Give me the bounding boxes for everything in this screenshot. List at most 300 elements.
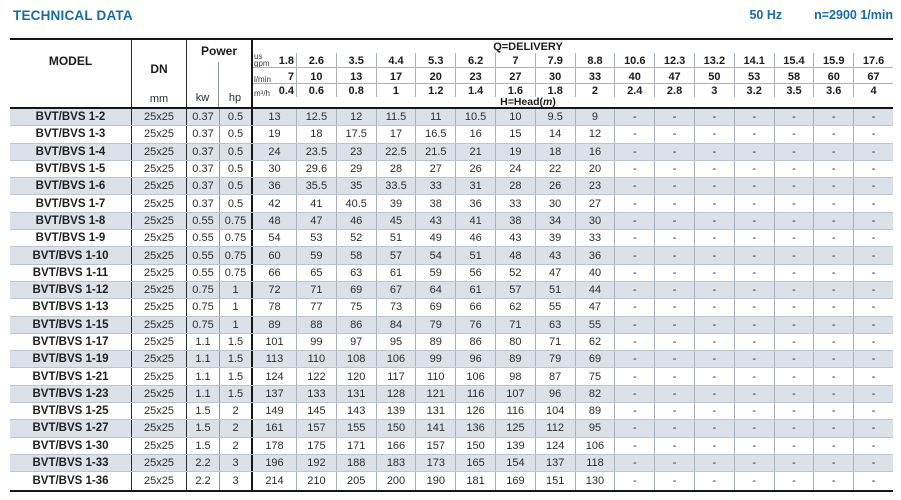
- head-value-cell: -: [853, 178, 893, 194]
- head-value-cell: -: [654, 178, 694, 194]
- model-cell: BVT/BVS 1-27: [10, 420, 132, 436]
- head-value-cell: 101: [265, 336, 284, 348]
- head-value-cell: -: [614, 317, 654, 333]
- head-value-cell: 45: [376, 213, 416, 229]
- head-value-cell: 60: [268, 249, 281, 262]
- head-value-cell: -: [853, 317, 893, 333]
- head-value-cell: -: [774, 317, 814, 333]
- head-value-cell: 96: [535, 386, 575, 402]
- flow-value: 7.9: [535, 53, 575, 67]
- head-value-cell: -: [614, 282, 654, 298]
- head-value-cell: 96: [455, 351, 495, 367]
- head-value-cell: -: [813, 213, 853, 229]
- hp-cell: 1.5: [220, 334, 253, 350]
- head-value-cell: -: [734, 144, 774, 160]
- head-value-cell: 36: [575, 247, 615, 263]
- head-value-cell: 139: [376, 403, 416, 419]
- head-value-cell: 97: [336, 334, 376, 350]
- head-value-cell: -: [654, 265, 694, 281]
- head-value-cell: 9: [575, 109, 615, 125]
- hp-cell: 1: [220, 282, 253, 298]
- head-value-cell: 122: [296, 368, 336, 384]
- head-value-cell: -: [813, 455, 853, 471]
- head-value-cell: 175: [296, 438, 336, 454]
- head-value-cell: 157: [296, 420, 336, 436]
- dn-cell: 25x25: [132, 109, 187, 125]
- head-value-cell: 19: [268, 128, 281, 141]
- head-value-cell: 124: [535, 438, 575, 454]
- head-value-cell: -: [853, 230, 893, 246]
- head-value-cell: 169: [495, 472, 535, 489]
- head-value-cell: -: [774, 455, 814, 471]
- head-value-cell: 161: [265, 422, 284, 435]
- head-value-cell: -: [734, 386, 774, 402]
- power-unit-row: [187, 62, 251, 107]
- head-value-cell: -: [813, 282, 853, 298]
- kw-cell: 1.5: [187, 403, 220, 419]
- head-value-cell: -: [654, 282, 694, 298]
- head-value-cell: -: [654, 230, 694, 246]
- table-row: [10, 368, 893, 385]
- dn-cell: 25x25: [132, 213, 187, 229]
- head-value-cell: 36: [455, 195, 495, 211]
- model-cell: BVT/BVS 1-2: [10, 109, 132, 125]
- table-row: [10, 299, 893, 316]
- head-value-cell: 66: [455, 299, 495, 315]
- head-value-cell: 181: [455, 472, 495, 489]
- hp-cell: 1: [220, 299, 253, 315]
- head-value-cell: 145: [296, 403, 336, 419]
- head-value-cell: 20: [575, 161, 615, 177]
- flow-value: 0.8: [336, 84, 376, 97]
- head-value-cell: 66: [268, 266, 281, 279]
- head-value-cell: -: [654, 299, 694, 315]
- head-value-cell: -: [694, 403, 734, 419]
- head-value-cell: -: [614, 455, 654, 471]
- head-value-cell: -: [614, 403, 654, 419]
- hp-cell: 2: [220, 420, 253, 436]
- delivery-header-label: Q=DELIVERY: [493, 41, 563, 53]
- head-value-cell: 33.5: [376, 178, 416, 194]
- dn-cell: 25x25: [132, 265, 187, 281]
- dn-cell: 25x25: [132, 438, 187, 454]
- head-value-cell: 44: [575, 282, 615, 298]
- head-value-cell: -: [774, 247, 814, 263]
- head-value-cell: -: [774, 472, 814, 489]
- head-value-cell: -: [614, 161, 654, 177]
- head-value-cell: 131: [415, 403, 455, 419]
- head-value-cell: 22: [535, 161, 575, 177]
- dn-cell: 25x25: [132, 126, 187, 142]
- head-value-cell: 21.5: [415, 144, 455, 160]
- head-value-cell: 165: [455, 455, 495, 471]
- head-value-cell: -: [853, 109, 893, 125]
- head-value-cell: 15: [495, 126, 535, 142]
- dn-cell: 25x25: [132, 420, 187, 436]
- head-value-cell: -: [853, 282, 893, 298]
- head-value-cell: -: [614, 195, 654, 211]
- model-cell: BVT/BVS 1-10: [10, 247, 132, 263]
- head-value-cell: -: [694, 438, 734, 454]
- hp-cell: 1: [220, 317, 253, 333]
- head-value-cell: 137: [535, 455, 575, 471]
- kw-cell: 0.55: [187, 230, 220, 246]
- flow-value: 4: [853, 84, 893, 97]
- head-value-cell: 86: [455, 334, 495, 350]
- head-value-cell: -: [734, 195, 774, 211]
- flow-value: 0.4: [278, 85, 294, 97]
- head-value-cell: 76: [455, 317, 495, 333]
- flow-value: 30: [535, 68, 575, 83]
- head-value-cell: -: [734, 247, 774, 263]
- flow-value: 58: [774, 68, 814, 83]
- head-value-cell: 24: [268, 145, 281, 158]
- head-value-cell: -: [774, 351, 814, 367]
- hp-cell: 0.5: [220, 195, 253, 211]
- head-value-cell: -: [853, 420, 893, 436]
- head-value-cell: 128: [376, 386, 416, 402]
- head-value-cell: -: [654, 455, 694, 471]
- model-column-header: MODEL: [10, 40, 132, 107]
- power-header-label: Power: [200, 44, 237, 58]
- table-row: [10, 334, 893, 351]
- head-value-cell: 11: [415, 109, 455, 125]
- flow-value: 15.9: [813, 53, 853, 67]
- head-value-cell: -: [813, 368, 853, 384]
- head-value-cell: 28: [376, 161, 416, 177]
- head-value-cell: -: [654, 403, 694, 419]
- head-value-cell: 51: [376, 230, 416, 246]
- head-value-cell: -: [654, 351, 694, 367]
- head-value-cell: -: [694, 109, 734, 125]
- head-value-cell: -: [694, 351, 734, 367]
- flow-unit-cell: [253, 68, 296, 83]
- head-value-cell: -: [853, 438, 893, 454]
- head-value-cell: -: [614, 438, 654, 454]
- head-value-cell: -: [813, 247, 853, 263]
- table-row: [10, 247, 893, 264]
- head-value-cell: 157: [415, 438, 455, 454]
- head-value-cell: 110: [415, 368, 455, 384]
- hp-cell: 1.5: [220, 386, 253, 402]
- head-value-cell: 51: [535, 282, 575, 298]
- head-value-cell: 151: [535, 472, 575, 489]
- head-value-cell: -: [853, 351, 893, 367]
- head-value-cell: -: [774, 195, 814, 211]
- dn-cell: 25x25: [132, 161, 187, 177]
- model-cell: BVT/BVS 1-30: [10, 438, 132, 454]
- head-value-cell: -: [694, 230, 734, 246]
- table-header: [10, 40, 893, 109]
- hp-cell: 1.5: [220, 368, 253, 384]
- head-value-cell: 30: [575, 213, 615, 229]
- head-value-cell: -: [813, 178, 853, 194]
- head-value-cell: 67: [376, 282, 416, 298]
- dn-cell: 25x25: [132, 195, 187, 211]
- head-value-cell: -: [614, 299, 654, 315]
- flow-value: 1.8: [535, 84, 575, 97]
- model-cell: BVT/BVS 1-17: [10, 334, 132, 350]
- hp-cell: 0.75: [220, 247, 253, 263]
- dn-cell: 25x25: [132, 230, 187, 246]
- head-value-cell: -: [774, 109, 814, 125]
- head-value-cell: 59: [296, 247, 336, 263]
- flow-value: 53: [734, 68, 774, 83]
- head-value-cell: -: [614, 247, 654, 263]
- head-value-cell: 29: [336, 161, 376, 177]
- speed-label: n=2900 1/min: [814, 8, 893, 22]
- head-value-cell: 196: [265, 457, 284, 470]
- table-row: [10, 403, 893, 420]
- head-value-cell: 171: [336, 438, 376, 454]
- head-value-cell: -: [853, 161, 893, 177]
- head-value-cell: 48: [495, 247, 535, 263]
- flow-value: 10: [296, 68, 336, 83]
- head-value-cell: 39: [376, 195, 416, 211]
- head-value-cell: -: [813, 472, 853, 489]
- head-value-cell: 214: [265, 474, 284, 487]
- head-value-cell: 54: [415, 247, 455, 263]
- head-value-cell: 118: [575, 455, 615, 471]
- head-value-cell: 82: [575, 386, 615, 402]
- head-value-cell: 98: [495, 368, 535, 384]
- technical-data-table: [10, 38, 893, 492]
- head-value-cell: 19: [495, 144, 535, 160]
- head-value-cell: 63: [336, 265, 376, 281]
- kw-cell: 1.1: [187, 351, 220, 367]
- head-value-cell: 57: [376, 247, 416, 263]
- kw-cell: 0.37: [187, 161, 220, 177]
- head-value-cell: 205: [336, 472, 376, 489]
- head-value-cell: 121: [415, 386, 455, 402]
- head-value-cell: -: [614, 126, 654, 142]
- head-value-cell: 52: [336, 230, 376, 246]
- dn-cell: 25x25: [132, 144, 187, 160]
- head-value-cell: -: [614, 334, 654, 350]
- head-value-cell: -: [694, 299, 734, 315]
- head-value-cell: 149: [265, 405, 284, 418]
- kw-cell: 2.2: [187, 455, 220, 471]
- head-value-cell: 23.5: [296, 144, 336, 160]
- head-value-cell: 43: [415, 213, 455, 229]
- head-value-cell: 51: [455, 247, 495, 263]
- flow-value: 3.2: [734, 84, 774, 97]
- head-value-cell: -: [654, 144, 694, 160]
- head-value-cell: 41: [296, 195, 336, 211]
- head-value-cell: 88: [296, 317, 336, 333]
- hp-cell: 1.5: [220, 351, 253, 367]
- head-value-cell: 16: [455, 126, 495, 142]
- hp-cell: 2: [220, 403, 253, 419]
- kw-cell: 2.2: [187, 472, 220, 489]
- model-cell: BVT/BVS 1-4: [10, 144, 132, 160]
- model-cell: BVT/BVS 1-15: [10, 317, 132, 333]
- flow-value: 27: [495, 68, 535, 83]
- model-cell: BVT/BVS 1-11: [10, 265, 132, 281]
- kw-cell: 0.37: [187, 126, 220, 142]
- kw-cell: 1.1: [187, 368, 220, 384]
- head-value-cell: 117: [376, 368, 416, 384]
- head-value-cell: -: [853, 334, 893, 350]
- head-value-cell: 62: [575, 334, 615, 350]
- head-value-cell: -: [734, 230, 774, 246]
- head-value-cell: 99: [415, 351, 455, 367]
- head-value-cell: -: [774, 403, 814, 419]
- table-row: [10, 472, 893, 489]
- dn-cell: 25x25: [132, 386, 187, 402]
- delivery-header-block: [253, 40, 893, 107]
- head-value-cell: 21: [455, 144, 495, 160]
- hp-cell: 0.5: [220, 161, 253, 177]
- flow-value: 13: [336, 68, 376, 83]
- dn-cell: 25x25: [132, 299, 187, 315]
- model-cell: BVT/BVS 1-21: [10, 368, 132, 384]
- head-value-cell: 116: [455, 386, 495, 402]
- head-value-cell: 78: [268, 301, 281, 314]
- head-value-cell: -: [774, 230, 814, 246]
- table-row: [10, 144, 893, 161]
- head-value-cell: 12.5: [296, 109, 336, 125]
- flow-value: 1.2: [415, 84, 455, 97]
- head-value-cell: -: [774, 334, 814, 350]
- head-value-cell: 72: [268, 284, 281, 297]
- head-value-cell: -: [813, 161, 853, 177]
- head-value-cell: 40: [575, 265, 615, 281]
- head-value-cell: 65: [296, 265, 336, 281]
- flow-value: 14.1: [734, 53, 774, 67]
- head-value-cell: -: [853, 144, 893, 160]
- head-value-cell: 23: [575, 178, 615, 194]
- flow-unit-label: us gpm: [254, 53, 270, 67]
- flow-value: 1.6: [495, 84, 535, 97]
- head-value-cell: 120: [336, 368, 376, 384]
- hp-cell: 0.5: [220, 109, 253, 125]
- head-value-cell: 30: [535, 195, 575, 211]
- model-cell: BVT/BVS 1-23: [10, 386, 132, 402]
- head-value-cell: -: [694, 420, 734, 436]
- head-value-cell: -: [734, 126, 774, 142]
- head-value-cell: 27: [415, 161, 455, 177]
- head-value-cell: -: [654, 247, 694, 263]
- delivery-title-row: [253, 40, 893, 53]
- head-value-cell: -: [614, 386, 654, 402]
- head-value-cell: -: [654, 420, 694, 436]
- head-value-cell: 106: [376, 351, 416, 367]
- dn-cell: 25x25: [132, 403, 187, 419]
- head-value-cell: 125: [495, 420, 535, 436]
- dn-cell: 25x25: [132, 178, 187, 194]
- head-value-cell: -: [654, 161, 694, 177]
- table-row: [10, 178, 893, 195]
- head-value-cell: -: [614, 144, 654, 160]
- flow-value: 10.6: [614, 53, 654, 67]
- head-value-cell: 113: [265, 353, 284, 366]
- head-value-cell: 71: [495, 317, 535, 333]
- page-title: TECHNICAL DATA: [13, 8, 133, 23]
- flow-value: 2.8: [654, 84, 694, 97]
- flow-value: 0.6: [296, 84, 336, 97]
- head-value-cell: 47: [535, 265, 575, 281]
- head-value-cell: 29.6: [296, 161, 336, 177]
- head-value-cell: -: [654, 126, 694, 142]
- dn-column-header: [132, 40, 187, 107]
- head-value-cell: -: [614, 351, 654, 367]
- head-value-cell: -: [654, 213, 694, 229]
- head-value-cell: -: [734, 438, 774, 454]
- head-value-cell: -: [813, 420, 853, 436]
- table-row: [10, 420, 893, 437]
- head-value-cell: -: [813, 351, 853, 367]
- head-value-cell: -: [614, 230, 654, 246]
- head-value-cell: -: [654, 386, 694, 402]
- head-value-cell: 10.5: [455, 109, 495, 125]
- head-value-cell: -: [774, 420, 814, 436]
- model-cell: BVT/BVS 1-9: [10, 230, 132, 246]
- flow-value: 3: [694, 84, 734, 97]
- head-value-cell: 54: [268, 232, 281, 245]
- head-value-cell: -: [694, 334, 734, 350]
- model-cell: BVT/BVS 1-8: [10, 213, 132, 229]
- head-value-cell: -: [853, 386, 893, 402]
- model-cell: BVT/BVS 1-7: [10, 195, 132, 211]
- head-value-cell: 89: [575, 403, 615, 419]
- head-value-cell: 75: [336, 299, 376, 315]
- model-cell: BVT/BVS 1-19: [10, 351, 132, 367]
- gpm-header-row: [253, 53, 893, 68]
- dn-cell: 25x25: [132, 334, 187, 350]
- head-value-cell: 89: [415, 334, 455, 350]
- head-value-cell: 104: [535, 403, 575, 419]
- head-value-cell: -: [654, 317, 694, 333]
- head-value-cell: 39: [535, 230, 575, 246]
- hp-cell: 0.75: [220, 265, 253, 281]
- head-value-cell: -: [654, 334, 694, 350]
- head-value-cell: 188: [336, 455, 376, 471]
- model-cell: BVT/BVS 1-6: [10, 178, 132, 194]
- dn-unit-label: mm: [149, 93, 169, 105]
- head-value-cell: -: [853, 455, 893, 471]
- hp-cell: 3: [220, 472, 253, 489]
- table-row: [10, 195, 893, 212]
- table-body: [10, 109, 893, 490]
- head-value-cell: 79: [535, 351, 575, 367]
- head-value-cell: 116: [495, 403, 535, 419]
- power-column-header: [187, 40, 253, 107]
- head-header-label: H=Head(m): [500, 96, 556, 108]
- flow-value: 12.3: [654, 53, 694, 67]
- head-value-cell: -: [654, 472, 694, 489]
- head-value-cell: -: [853, 247, 893, 263]
- head-value-cell: 106: [575, 438, 615, 454]
- head-value-cell: 173: [415, 455, 455, 471]
- head-value-cell: -: [654, 195, 694, 211]
- head-value-cell: -: [614, 178, 654, 194]
- head-value-cell: -: [774, 265, 814, 281]
- head-value-cell: -: [614, 368, 654, 384]
- head-value-cell: 33: [495, 195, 535, 211]
- head-value-cell: 47: [575, 299, 615, 315]
- head-value-cell: -: [774, 178, 814, 194]
- head-value-cell: -: [734, 351, 774, 367]
- head-value-cell: 87: [535, 368, 575, 384]
- head-value-cell: 63: [535, 317, 575, 333]
- hp-cell: 0.5: [220, 178, 253, 194]
- head-value-cell: 40.5: [336, 195, 376, 211]
- head-value-cell: -: [853, 126, 893, 142]
- dn-cell: 25x25: [132, 351, 187, 367]
- dn-cell: 25x25: [132, 247, 187, 263]
- head-value-cell: 46: [336, 213, 376, 229]
